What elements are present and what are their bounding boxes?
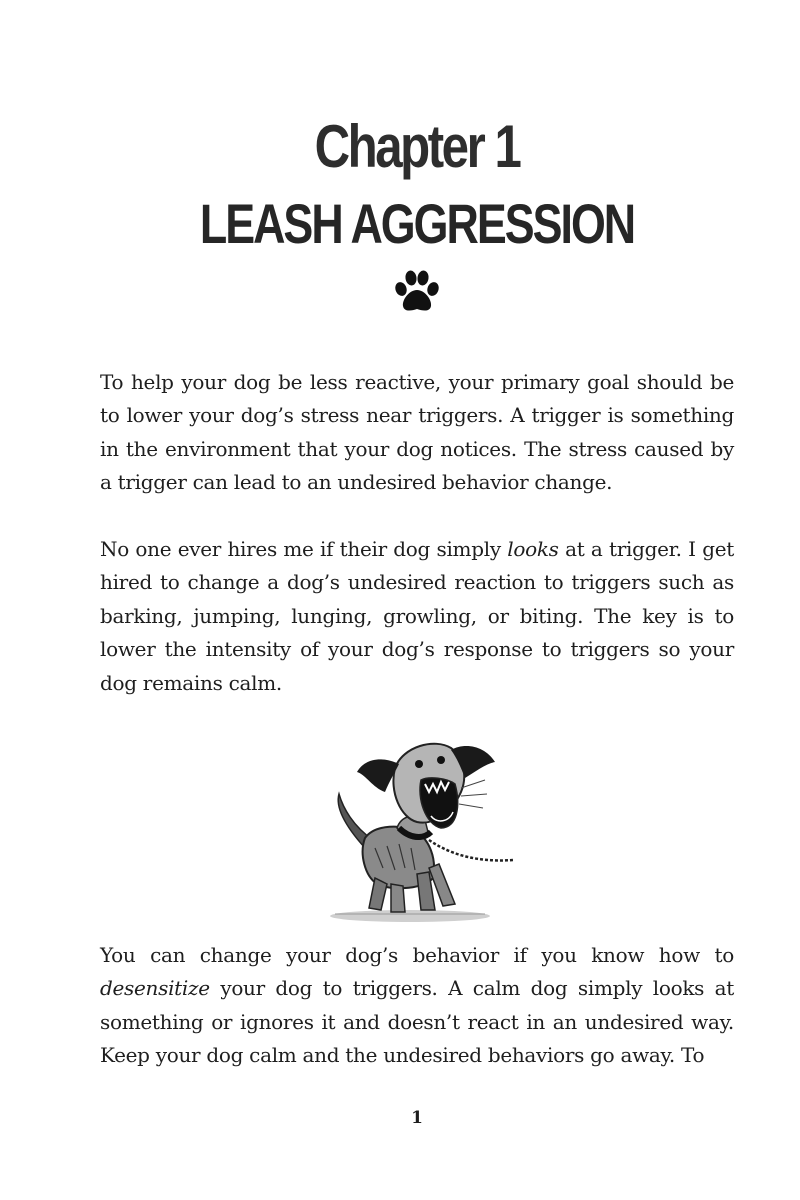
text-line: a trigger can lead to an undesired behavior change. <box>100 470 613 495</box>
chapter-number: Chapter 1 <box>314 113 520 180</box>
text-line: desensitize your dog to triggers. A calm dog simply looks at <box>100 976 734 1001</box>
text-line: to lower your dog’s stress near triggers. A trigger is something <box>100 403 734 428</box>
text-line: in the environment that your dog notices. The stress caused by <box>100 436 734 461</box>
text-line: barking, jumping, lunging, growling, or biting. The key is to <box>100 603 734 628</box>
barking-dog-on-leash-icon <box>325 728 520 928</box>
text-line: You can change your dog’s behavior if you know how to <box>100 943 734 967</box>
paragraph-2 <box>100 533 734 700</box>
chapter-title: LEASH AGGRESSION <box>199 192 635 255</box>
text-line: To help your dog be less reactive, your primary goal should be <box>100 370 734 394</box>
text-line: lower the intensity of your dog’s response to triggers so your <box>100 637 734 662</box>
paragraph-3 <box>100 939 734 1073</box>
page-number: 1 <box>411 1108 423 1128</box>
text-line: hired to change a dog’s undesired reaction to triggers such as <box>100 570 734 595</box>
text-line: dog remains calm. <box>100 670 282 695</box>
paragraph-1 <box>100 366 734 500</box>
text-line: something or ignores it and doesn’t react in an undesired way. <box>100 1009 734 1034</box>
text-line: No one ever hires me if their dog simply looks at a trigger. I get <box>100 537 735 561</box>
paw-print-icon <box>393 268 441 314</box>
text-line: Keep your dog calm and the undesired behaviors go away. To <box>100 1043 705 1068</box>
